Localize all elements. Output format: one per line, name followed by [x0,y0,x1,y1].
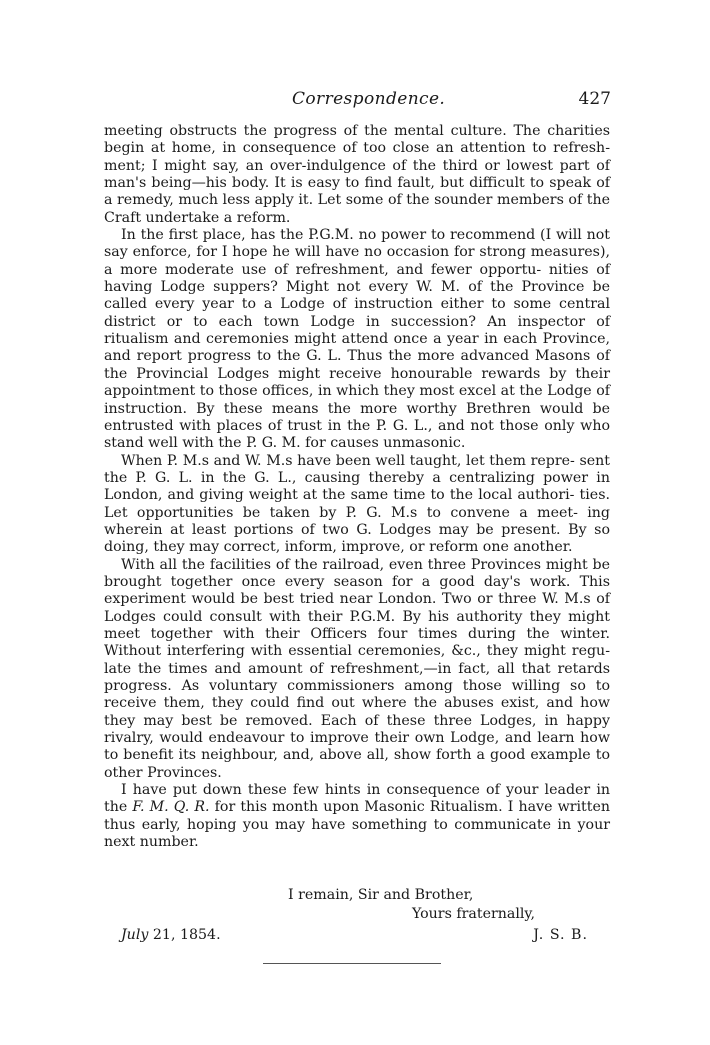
paragraph-5-publication-title: F. M. Q. R. [132,799,210,816]
date-day-year: 21, 1854. [148,927,221,943]
paragraph-1: meeting obstructs the progress of the mental culture. The charities begin at home, in consequence of too close an attention to refresh- ment; I might say, an over-indulgence of the third or lowest part of man's being—his body. It is easy to find fault, but difficult to speak of a remedy, much less apply it. Let some of the sounder members of the Craft undertake a reform. [104,123,610,226]
letter-body [104,123,610,851]
letter-date [121,927,221,944]
paragraph-4: With all the facilities of the railroad, even three Provinces might be brought together once every season for a good day's work. This experiment would be best tried near London. Two or three W. M.s of Lodges could consult with their P.G.M. By his authority they might meet together with their Officers four times during the winter. Without interfering with essential ceremonies, &c., they might regu- late the times and amount of refreshment,—in fact, all that retards progress. As voluntary commissioners among those willing so to receive them, they could find out where the abuses exist, and how they may best be removed. Each of these three Lodges, in happy rivalry, would endeavour to improve their own Lodge, and learn how to benefit its neighbour, and, above all, show forth a good example to other Provinces. [104,556,610,781]
signature: J. S. B. [533,927,588,943]
paragraph-5-text-after: for this month upon Masonic Ritualism. I have written thus early, hoping you may have something to communicate in your next number. [104,799,610,851]
paragraph-5 [104,782,610,851]
page-number: 427 [578,89,611,109]
paragraph-2: In the first place, has the P.G.M. no power to recommend (I will not say enforce, for I hope he will have no occasion for strong measures), a more moderate use of refreshment, and fewer opportu- nities of having Lodge suppers? Might not every W. M. of the Province be called every year to a Lodge of instruction either to some central district or to each town Lodge in succession? An inspector of ritualism and ceremonies might attend once a year in each Province, and report progress to the G. L. Thus the more advanced Masons of the Provincial Lodges might receive honourable rewards by their appointment to those offices, in which they most excel at the Lodge of instruction. By these means the more worthy Brethren would be entrusted with places of trust in the P. G. L., and not those only who stand well with the P. G. M. for causes unmasonic. [104,227,610,452]
closing-valediction: Yours fraternally, [412,906,536,922]
date-month: July [121,927,149,943]
section-divider [263,963,441,964]
closing-salutation: I remain, Sir and Brother, [288,887,474,903]
paragraph-5-text-before: I have put down these few hints in consequence of your leader in the [104,782,610,816]
paragraph-3: When P. M.s and W. M.s have been well taught, let them repre- sent the P. G. L. in the G. L., causing thereby a centralizing power in London, and giving weight at the same time to the local authori- ties. Let opportunities be taken by P. G. M.s to convene a meet- ing wherein at least portions of two G. Lodges may be present. By so doing, they may correct, inform, improve, or reform one another. [104,452,610,556]
running-head [104,83,614,113]
running-title: Correspondence. [292,89,446,109]
